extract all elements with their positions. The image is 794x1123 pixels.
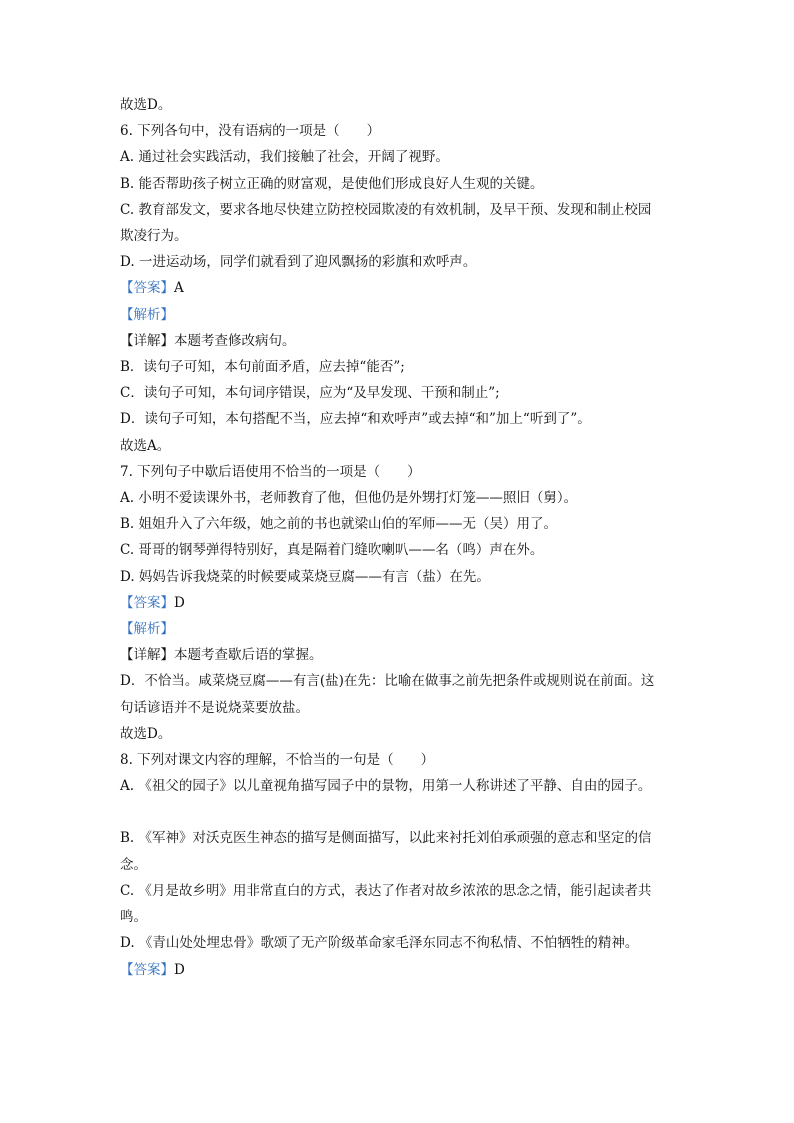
q8-stem: 8. 下列对课文内容的理解，不恰当的一句是（ ） — [120, 752, 435, 769]
q7-answer — [120, 590, 680, 616]
q6-option-b: B. 能否帮助孩子树立正确的财富观，是使他们形成良好人生观的关键。 — [120, 175, 544, 192]
q7-explain-line2: 句话谚语并不是说烧菜要放盐。 — [120, 699, 309, 716]
answer-tag: 【答案】 — [120, 280, 174, 297]
answer-value: A — [174, 280, 184, 297]
q6-conclusion: 故选A。 — [120, 437, 171, 454]
q7-conclusion: 故选D。 — [120, 725, 172, 742]
prev-conclusion: 故选D。 — [120, 97, 172, 113]
q7-explain-line1: D．不恰当。咸菜烧豆腐——有言(盐)在先：比喻在做事之前先把条件或规则说在前面。这 — [120, 673, 655, 690]
q6-option-c-line1: C. 教育部发文，要求各地尽快建立防控校园欺凌的有效机制，及早干预、发现和制止校园 — [120, 201, 652, 218]
detail-text: 本题考查修改病句。 — [174, 332, 296, 349]
q6-explain-b: B．读句子可知，本句前面矛盾，应去掉“能否”; — [120, 359, 405, 376]
q7-option-c: C. 哥哥的钢琴弹得特别好，真是隔着门缝吹喇叭——名（鸣）声在外。 — [120, 542, 544, 559]
answer-value: D — [174, 594, 185, 611]
q8-option-a: A. 《祖父的园子》以儿童视角描写园子中的景物，用第一人称讲述了平静、自由的园子。 — [120, 778, 652, 795]
q7-stem: 7. 下列句子中歇后语使用不恰当的一项是（ ） — [120, 463, 421, 480]
blank-line — [120, 799, 680, 825]
q8-option-c-line1: C. 《月是故乡明》用非常直白的方式，表达了作者对故乡浓浓的思念之情，能引起读者共 — [120, 882, 652, 899]
q8-option-b-line2: 念。 — [120, 856, 147, 873]
q8-option-b-line1: B. 《军神》对沃克医生神态的描写是侧面描写，以此来衬托刘伯承顽强的意志和坚定的信 — [120, 830, 652, 847]
detail-tag: 【详解】 — [120, 647, 174, 664]
q7-option-a: A. 小明不爱读课外书，老师教育了他，但他仍是外甥打灯笼——照旧（舅）。 — [120, 490, 578, 507]
q7-detail — [120, 642, 680, 668]
q7-analysis-tag: 【解析】 — [120, 621, 174, 638]
document-body — [120, 92, 680, 983]
detail-tag: 【详解】 — [120, 332, 174, 349]
q6-explain-d: D．读句子可知，本句搭配不当，应去掉“和欢呼声”或去掉“和”加上“听到了”。 — [120, 411, 591, 428]
q6-option-c-line2: 欺凌行为。 — [120, 228, 188, 245]
q8-option-d: D. 《青山处处埋忠骨》歌颂了无产阶级革命家毛泽东同志不徇私情、不怕牺牲的精神。 — [120, 935, 639, 952]
answer-tag: 【答案】 — [120, 594, 174, 611]
q6-answer — [120, 275, 680, 301]
q6-analysis-tag: 【解析】 — [120, 306, 174, 323]
answer-tag: 【答案】 — [120, 961, 174, 978]
q6-stem: 6. 下列各句中，没有语病的一项是（ ） — [120, 123, 381, 140]
q6-option-d: D. 一进运动场，同学们就看到了迎风飘扬的彩旗和欢呼声。 — [120, 254, 477, 271]
q8-answer — [120, 957, 680, 983]
q6-explain-c: C．读句子可知，本句词序错误，应为“及早发现、干预和制止”; — [120, 385, 500, 402]
q7-option-d: D. 妈妈告诉我烧菜的时候要咸菜烧豆腐——有言（盐）在先。 — [120, 568, 490, 585]
answer-value: D — [174, 961, 185, 978]
q6-option-a: A. 通过社会实践活动，我们接触了社会，开阔了视野。 — [120, 149, 449, 166]
q6-detail — [120, 328, 680, 354]
q7-option-b: B. 姐姐升入了六年级，她之前的书也就梁山伯的军师——无（吴）用了。 — [120, 516, 558, 533]
detail-text: 本题考查歇后语的掌握。 — [174, 647, 323, 664]
q8-option-c-line2: 鸣。 — [120, 909, 147, 926]
